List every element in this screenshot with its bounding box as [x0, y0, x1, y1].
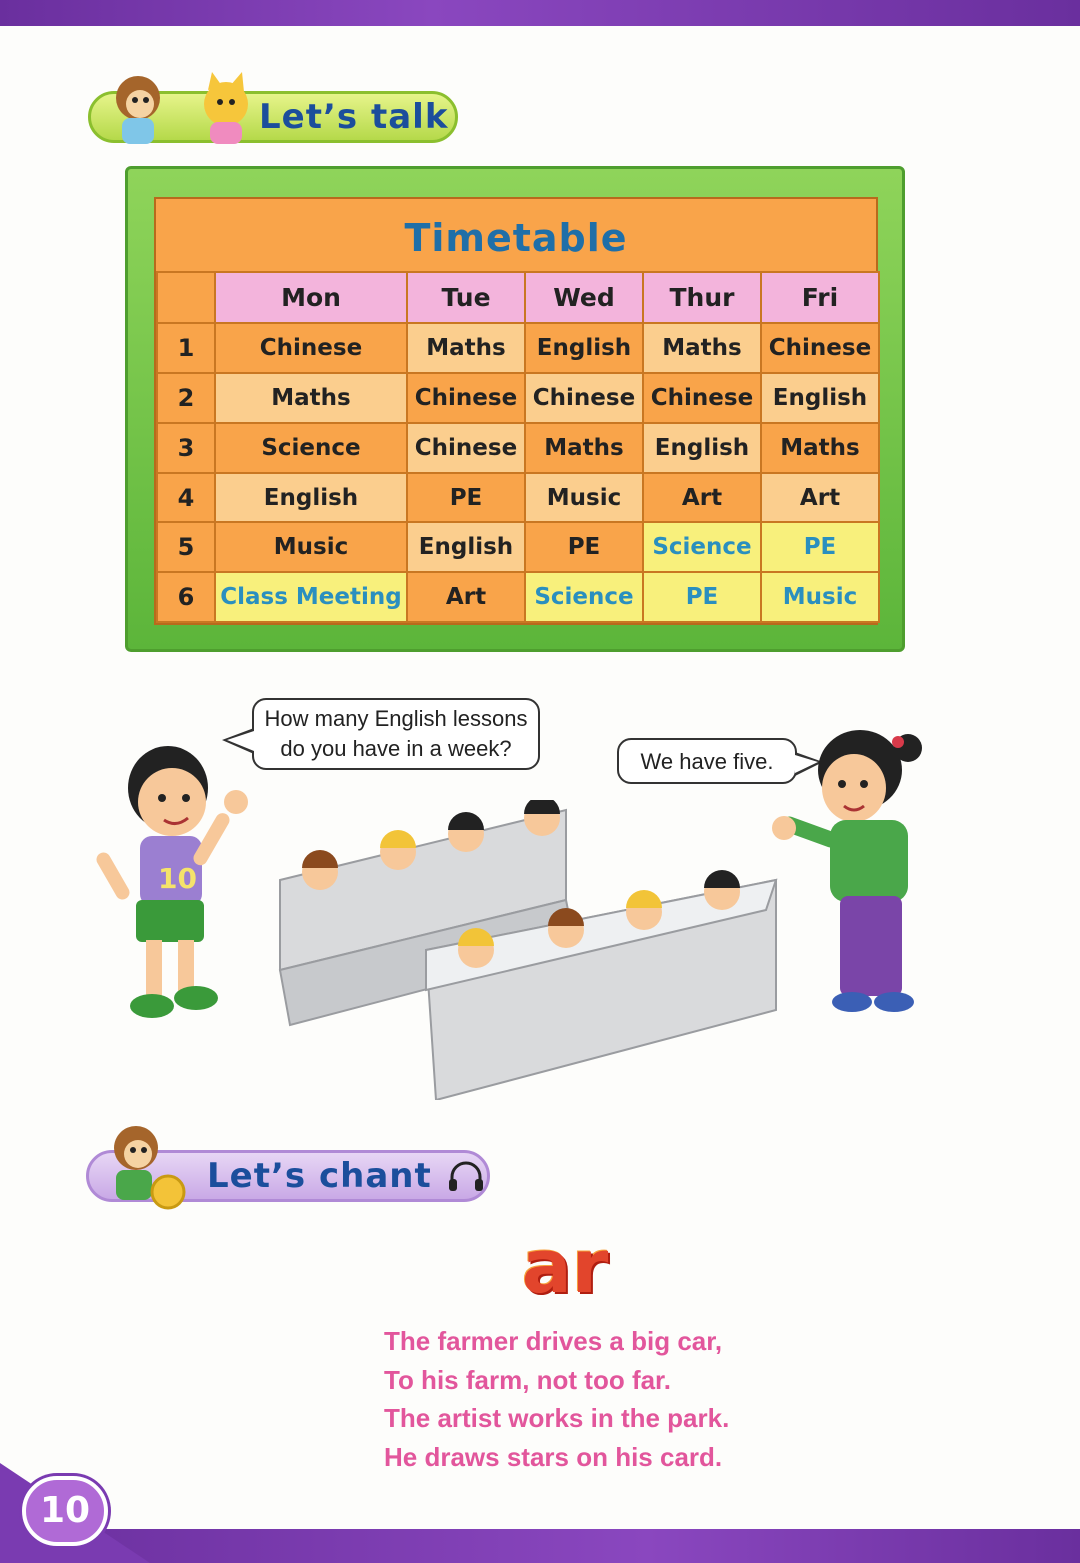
day-header: Wed [525, 272, 643, 323]
lesson-cell: Art [761, 473, 879, 523]
day-header: Thur [643, 272, 761, 323]
timetable-row [157, 323, 879, 373]
lets-talk-label: Let’s talk [259, 97, 449, 137]
bubble-line: do you have in a week? [280, 736, 512, 761]
lesson-cell: Music [761, 572, 879, 622]
timetable-row [157, 572, 879, 622]
bubble-line: How many English lessons [264, 706, 528, 731]
lesson-cell: Maths [525, 423, 643, 473]
top-border [0, 0, 1080, 26]
chant-line: The artist works in the park. [384, 1403, 730, 1433]
timetable-frame [125, 166, 905, 652]
lesson-cell: Chinese [215, 323, 407, 373]
lesson-cell: Science [215, 423, 407, 473]
lesson-cell: Chinese [407, 373, 525, 423]
headphones-icon [446, 1159, 486, 1193]
timetable-row [157, 522, 879, 572]
timetable-row [157, 423, 879, 473]
period-number: 3 [157, 423, 215, 473]
lesson-cell: PE [761, 522, 879, 572]
svg-text:10: 10 [158, 862, 197, 895]
lesson-cell: Chinese [643, 373, 761, 423]
period-number: 6 [157, 572, 215, 622]
lesson-cell: Maths [761, 423, 879, 473]
bottom-border [0, 1529, 1080, 1563]
lesson-cell: Chinese [407, 423, 525, 473]
page-number: 10 [22, 1476, 108, 1546]
lesson-cell: English [215, 473, 407, 523]
lesson-cell: Music [525, 473, 643, 523]
lesson-cell: Music [215, 522, 407, 572]
lesson-cell: Science [643, 522, 761, 572]
period-number: 4 [157, 473, 215, 523]
chant-line: The farmer drives a big car, [384, 1326, 723, 1356]
timetable-row [157, 473, 879, 523]
day-header: Fri [761, 272, 879, 323]
timetable-grid [156, 271, 880, 623]
lesson-cell: Chinese [525, 373, 643, 423]
boy-speech-bubble [252, 698, 540, 770]
lesson-cell: PE [643, 572, 761, 622]
bubble-line: We have five. [640, 749, 774, 774]
lesson-cell: PE [407, 473, 525, 523]
lesson-cell: English [761, 373, 879, 423]
lesson-cell: Class Meeting [215, 572, 407, 622]
lesson-cell: Art [407, 572, 525, 622]
lesson-cell: Chinese [761, 323, 879, 373]
monkey-and-cat-icon [96, 64, 256, 148]
lets-chant-label: Let’s chant [207, 1156, 432, 1196]
monkey-musician-icon [88, 1118, 198, 1218]
period-number: 2 [157, 373, 215, 423]
girl-illustration [770, 724, 940, 1020]
chant-text [384, 1322, 804, 1476]
lesson-cell: PE [525, 522, 643, 572]
lesson-cell: Maths [643, 323, 761, 373]
lesson-cell: Art [643, 473, 761, 523]
lesson-cell: Maths [407, 323, 525, 373]
day-header: Mon [215, 272, 407, 323]
phonics-sound-title: ar [521, 1224, 609, 1310]
timetable-title: Timetable [404, 216, 628, 260]
lesson-cell: Science [525, 572, 643, 622]
timetable-corner [157, 272, 215, 323]
day-header: Tue [407, 272, 525, 323]
lesson-cell: English [407, 522, 525, 572]
lesson-cell: English [525, 323, 643, 373]
lesson-cell: Maths [215, 373, 407, 423]
chant-line: He draws stars on his card. [384, 1441, 723, 1472]
timetable-row [157, 373, 879, 423]
boy-illustration [96, 740, 256, 1025]
period-number: 1 [157, 323, 215, 373]
lesson-cell: English [643, 423, 761, 473]
timetable [154, 197, 878, 625]
classroom-booths-illustration [276, 800, 780, 1100]
chant-line: To his farm, not too far. [384, 1364, 671, 1395]
period-number: 5 [157, 522, 215, 572]
